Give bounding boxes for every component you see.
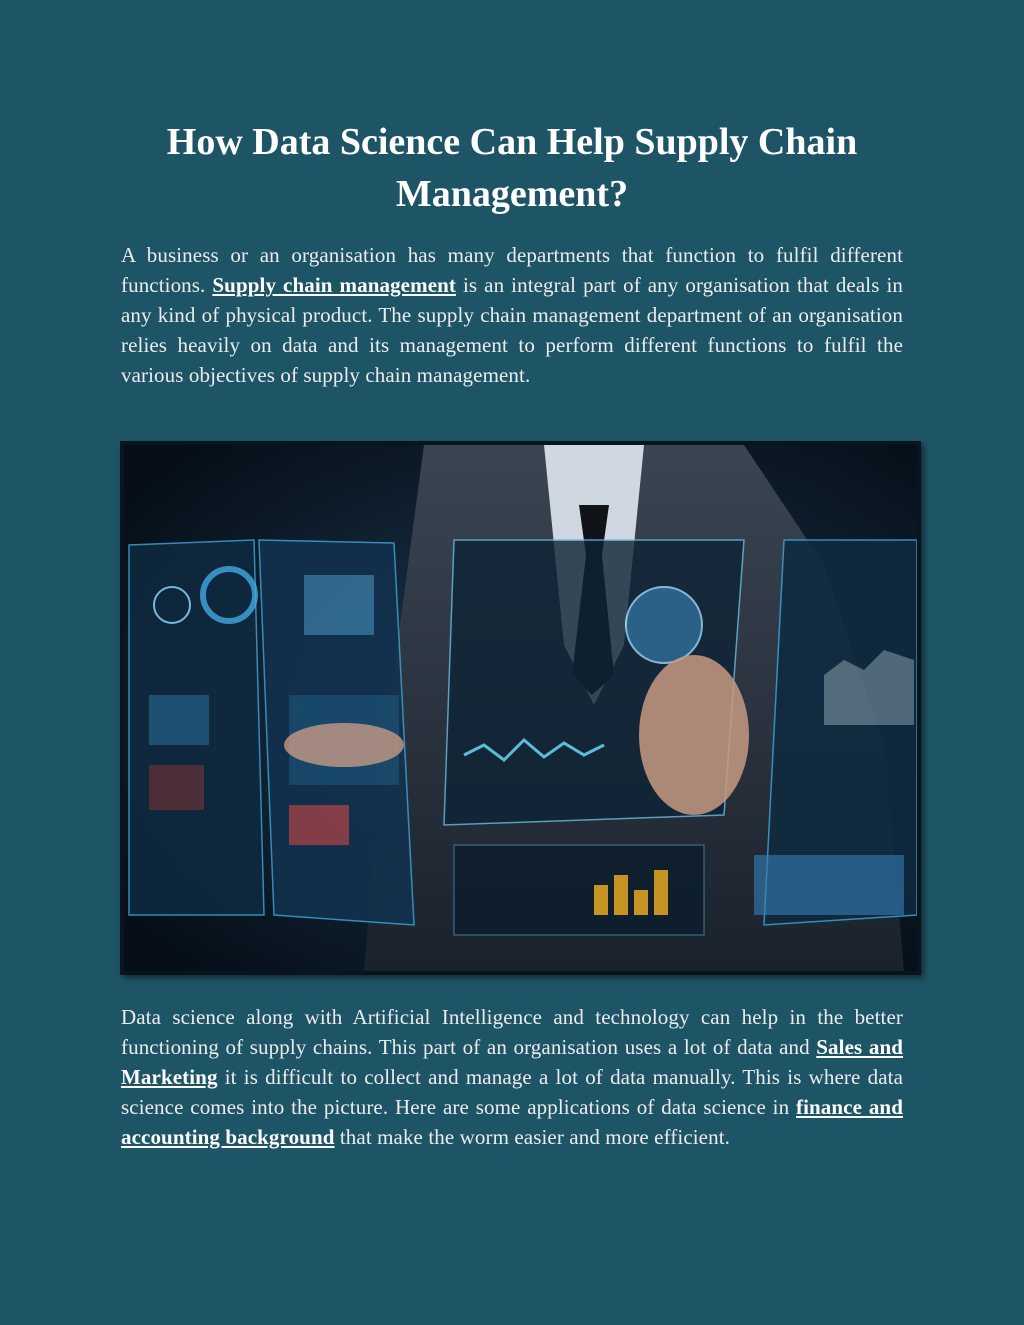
left-hand-shape bbox=[284, 723, 404, 767]
body-paragraph bbox=[121, 1002, 903, 1152]
article-title: How Data Science Can Help Supply Chain Management? bbox=[166, 121, 858, 215]
holographic-dashboard-illustration bbox=[124, 445, 917, 971]
intro-text-end: is an integral part of any organisation that deals in any kind of physical product. The supply chain management department of an organisation relies heavily on data and its management to perform different functions to fulfil the various objectives of supply chain management. bbox=[121, 273, 903, 387]
sales-and-marketing-link[interactable]: Sales and Marketing bbox=[121, 1035, 904, 1089]
article-image bbox=[120, 441, 921, 975]
intro-text-start: A business or an organisation has many departments that function to fulfil different functions. bbox=[121, 243, 903, 297]
intro-paragraph bbox=[121, 240, 903, 390]
body-text-1: Data science along with Artificial Intelligence and technology can help in the better functioning of supply chains. This part of an organisation uses a lot of data and bbox=[121, 1005, 903, 1059]
body-text-2: it is difficult to collect and manage a lot of data manually. This is where data science comes into the picture. Here are some applications of data science in bbox=[121, 1065, 903, 1119]
finance-accounting-link[interactable]: finance and accounting background bbox=[121, 1095, 903, 1149]
supply-chain-management-link[interactable]: Supply chain management bbox=[212, 273, 456, 297]
right-hand-shape bbox=[639, 655, 749, 815]
body-text-3: that make the worm easier and more efficient. bbox=[334, 1125, 730, 1149]
